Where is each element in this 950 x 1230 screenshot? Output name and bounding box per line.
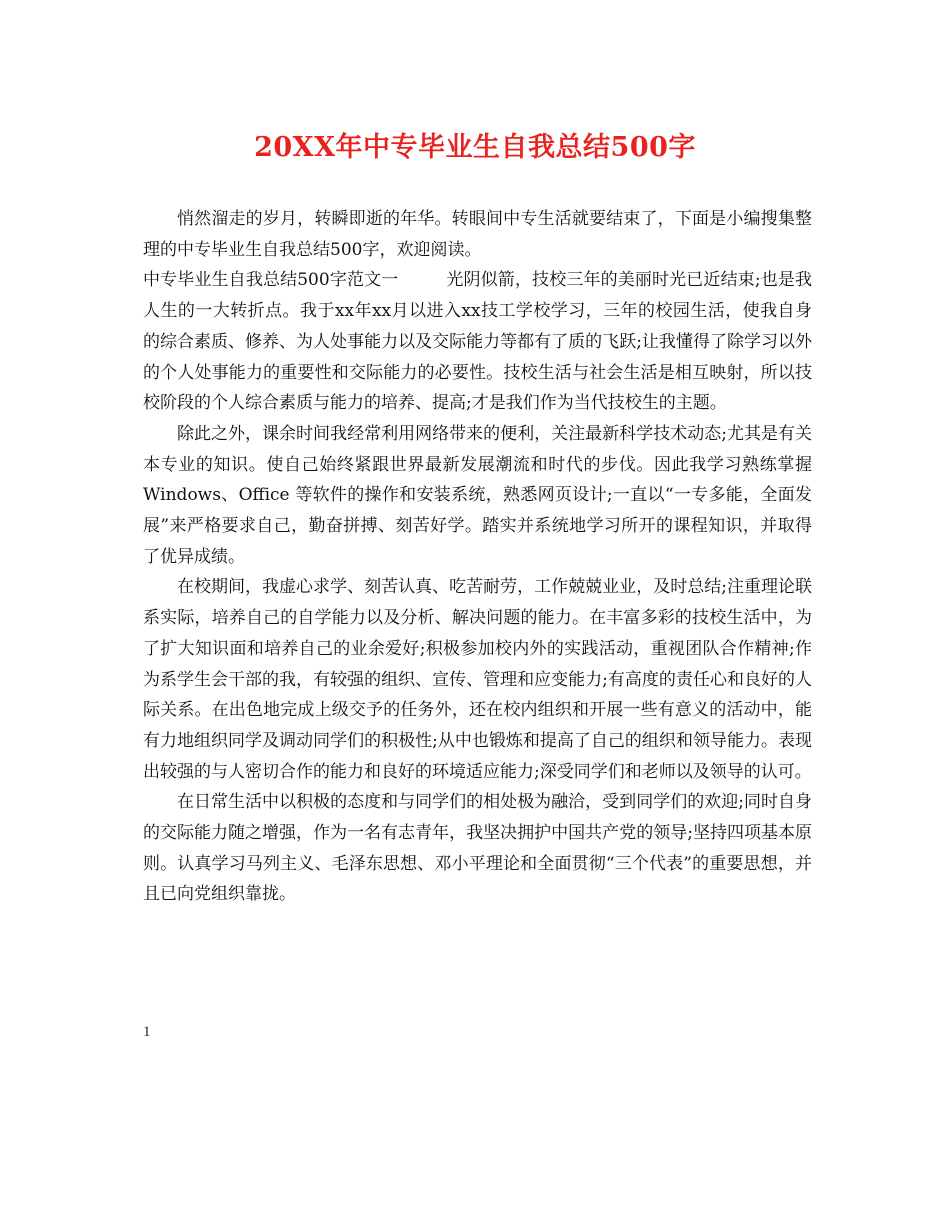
body-paragraph-2: 在校期间，我虚心求学、刻苦认真、吃苦耐劳，工作兢兢业业，及时总结;注重理论联系实际，培养自己的自学能力以及分析、解决问题的能力。在丰富多彩的技校生活中，为了扩大知识面和培养自己的业余爱好;积极参加校内外的实践活动，重视团队合作精神;作为系学生会干部的我，有较强的组织、宣传、管理和应变能力;有高度的责任心和良好的人际关系。在出色地完成上级交予的任务外，还在校内组织和开展一些有意义的活动中，能有力地组织同学及调动同学们的积极性;从中也锻炼和提高了自己的组织和领导能力。表现出较强的与人密切合作的能力和良好的环境适应能力;深受同学们和老师以及领导的认可。	[143, 577, 812, 782]
page-number: 1	[143, 1024, 151, 1040]
section-block	[143, 265, 812, 419]
document-title: 20XX年中专毕业生自我总结500字	[254, 132, 696, 163]
section-heading: 中专毕业生自我总结500字范文一	[143, 270, 399, 291]
body-paragraph-1: 除此之外，课余时间我经常利用网络带来的便利，关注最新科学技术动态;尤其是有关本专业的知识。使自己始终紧跟世界最新发展潮流和时代的步伐。因此我学习熟练掌握Windows、Office 等软件的操作和安装系统，熟悉网页设计;一直以“一专多能，全面发展”来严格要求自己，勤奋拼搏、刻苦好学。踏实并系统地学习所开的课程知识，并取得了优异成绩。	[143, 423, 812, 567]
body-paragraph-3: 在日常生活中以积极的态度和与同学们的相处极为融洽，受到同学们的欢迎;同时自身的交际能力随之增强，作为一名有志青年，我坚决拥护中国共产党的领导;坚持四项基本原则。认真学习马列主义、毛泽东思想、邓小平理论和全面贯彻“三个代表”的重要思想，并且已向党组织靠拢。	[143, 792, 812, 905]
document-body	[143, 204, 812, 910]
intro-paragraph: 悄然溜走的岁月，转瞬即逝的年华。转眼间中专生活就要结束了，下面是小编搜集整理的中专毕业生自我总结500字，欢迎阅读。	[143, 209, 812, 260]
section-first-paragraph: 光阴似箭，技校三年的美丽时光已近结束;也是我人生的一大转折点。我于xx年xx月以进入xx技工学校学习，三年的校园生活，使我自身的综合素质、修养、为人处事能力以及交际能力等都有了质的飞跃;让我懂得了除学习以外的个人处事能力的重要性和交际能力的必要性。技校生活与社会生活是相互映射，所以技校阶段的个人综合素质与能力的培养、提高;才是我们作为当代技校生的主题。	[143, 270, 812, 414]
